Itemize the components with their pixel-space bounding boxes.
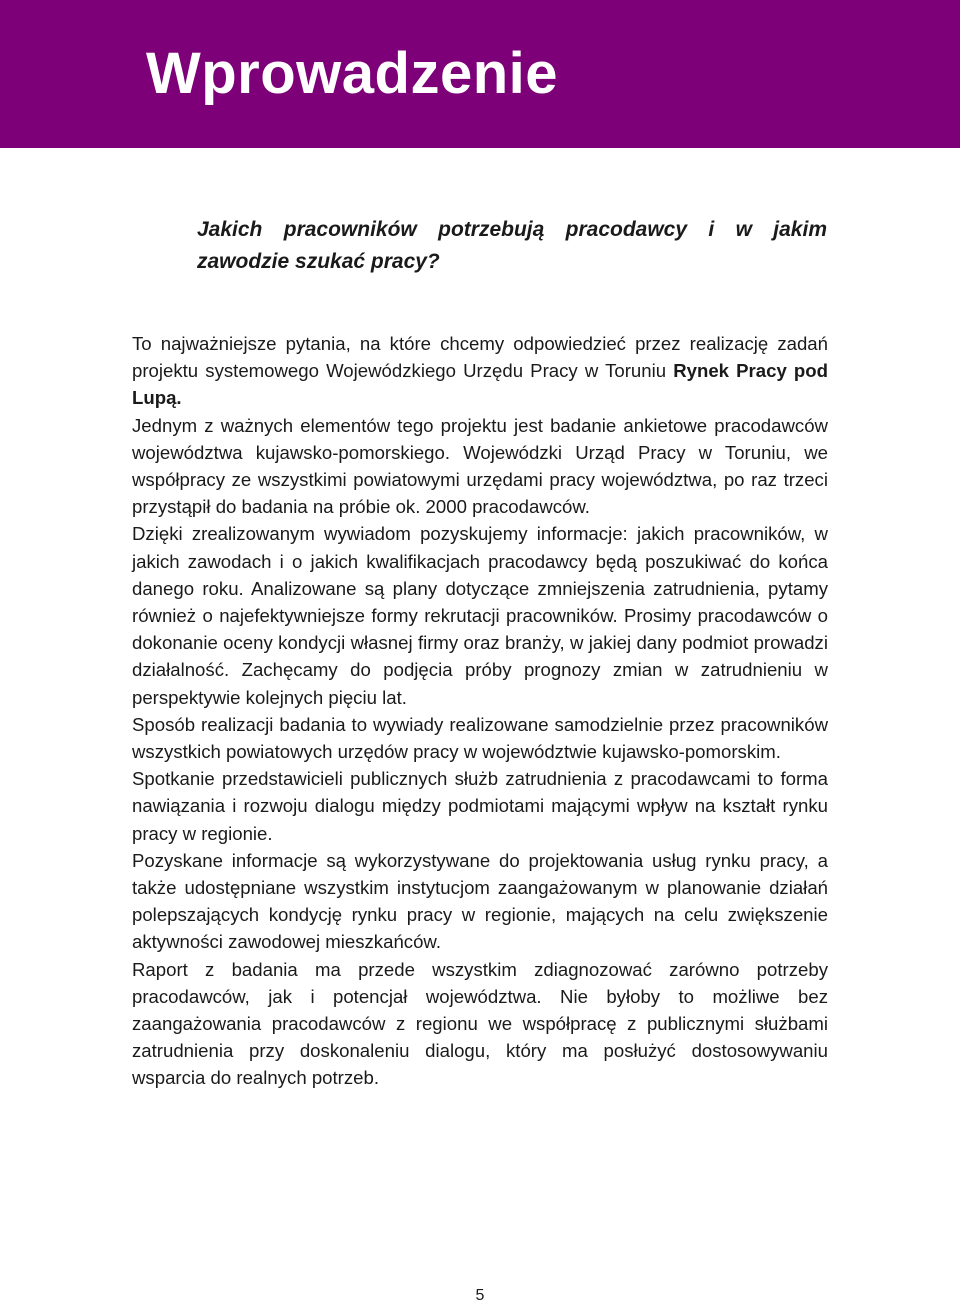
paragraph-dialogue: Spotkanie przedstawicieli publicznych służb zatrudnienia z pracodawcami to forma nawiązania i rozwoju dialogu między podmiotami mającymi wpływ na kształt rynku pracy w regionie.: [132, 768, 828, 844]
lead-question: Jakich pracowników potrzebują pracodawcy i w jakim zawodzie szukać pracy?: [197, 218, 827, 273]
paragraph-interviews: Dzięki zrealizowanym wywiadom pozyskujemy informacje: jakich pracowników, w jakich zawodach i o jakich kwalifikacjach pracodawcy będą poszukiwać do końca danego roku. Analizowane są plany dotyczące zmniejszenia zatrudnienia, pytamy również o najefektywniejsze formy rekrutacji pracowników. Prosimy pracodawców o dokonanie oceny kondycji własnej firmy oraz branży, w jakiej dany podmiot prowadzi działalność. Zachęcamy do podjęcia próby prognozy zmian w zatrudnieniu w perspektywie kolejnych pięciu lat.: [132, 523, 828, 708]
paragraph-survey: Jednym z ważnych elementów tego projektu jest badanie ankietowe pracodawców województwa kujawsko-pomorskiego. Wojewódzki Urząd Pracy w Toruniu, we współpracy ze wszystkimi powiatowymi urzędami pracy województwa, po raz trzeci przystąpił do badania na próbie ok. 2000 pracodawców.: [132, 414, 828, 518]
paragraph-method: Sposób realizacji badania to wywiady realizowane samodzielnie przez pracowników wszystkich powiatowych urzędów pracy w województwie kujawsko-pomorskim.: [132, 713, 828, 763]
project-name: Rynek Pracy pod Lupą.: [132, 360, 828, 409]
paragraph-usage: Pozyskane informacje są wykorzystywane do projektowania usług rynku pracy, a także udostępniane wszystkim instytucjom zaangażowanym w planowanie działań polepszających kondycję rynku pracy w regionie, mających na celu zwiększenie aktywności zawodowej mieszkańców.: [132, 849, 828, 953]
page-title: Wprowadzenie: [146, 41, 559, 106]
header-bar: [0, 0, 960, 148]
paragraph-intro: [132, 330, 828, 412]
page-number: 5: [475, 1287, 485, 1304]
paragraph-report: Raport z badania ma przede wszystkim zdiagnozować zarówno potrzeby pracodawców, jak i potencjał województwa. Nie byłoby to możliwe bez zaangażowania pracodawców z regionu we współpracę z publicznymi służbami zatrudnienia przy doskonaleniu dialogu, który ma posłużyć dostosowywaniu wsparcia do realnych potrzeb.: [132, 958, 828, 1089]
paragraph-intro-text: To najważniejsze pytania, na które chcemy odpowiedzieć przez realizację zadań projektu systemowego Wojewódzkiego Urzędu Pracy w Toruniu: [132, 333, 828, 382]
body-text: [132, 330, 828, 1092]
